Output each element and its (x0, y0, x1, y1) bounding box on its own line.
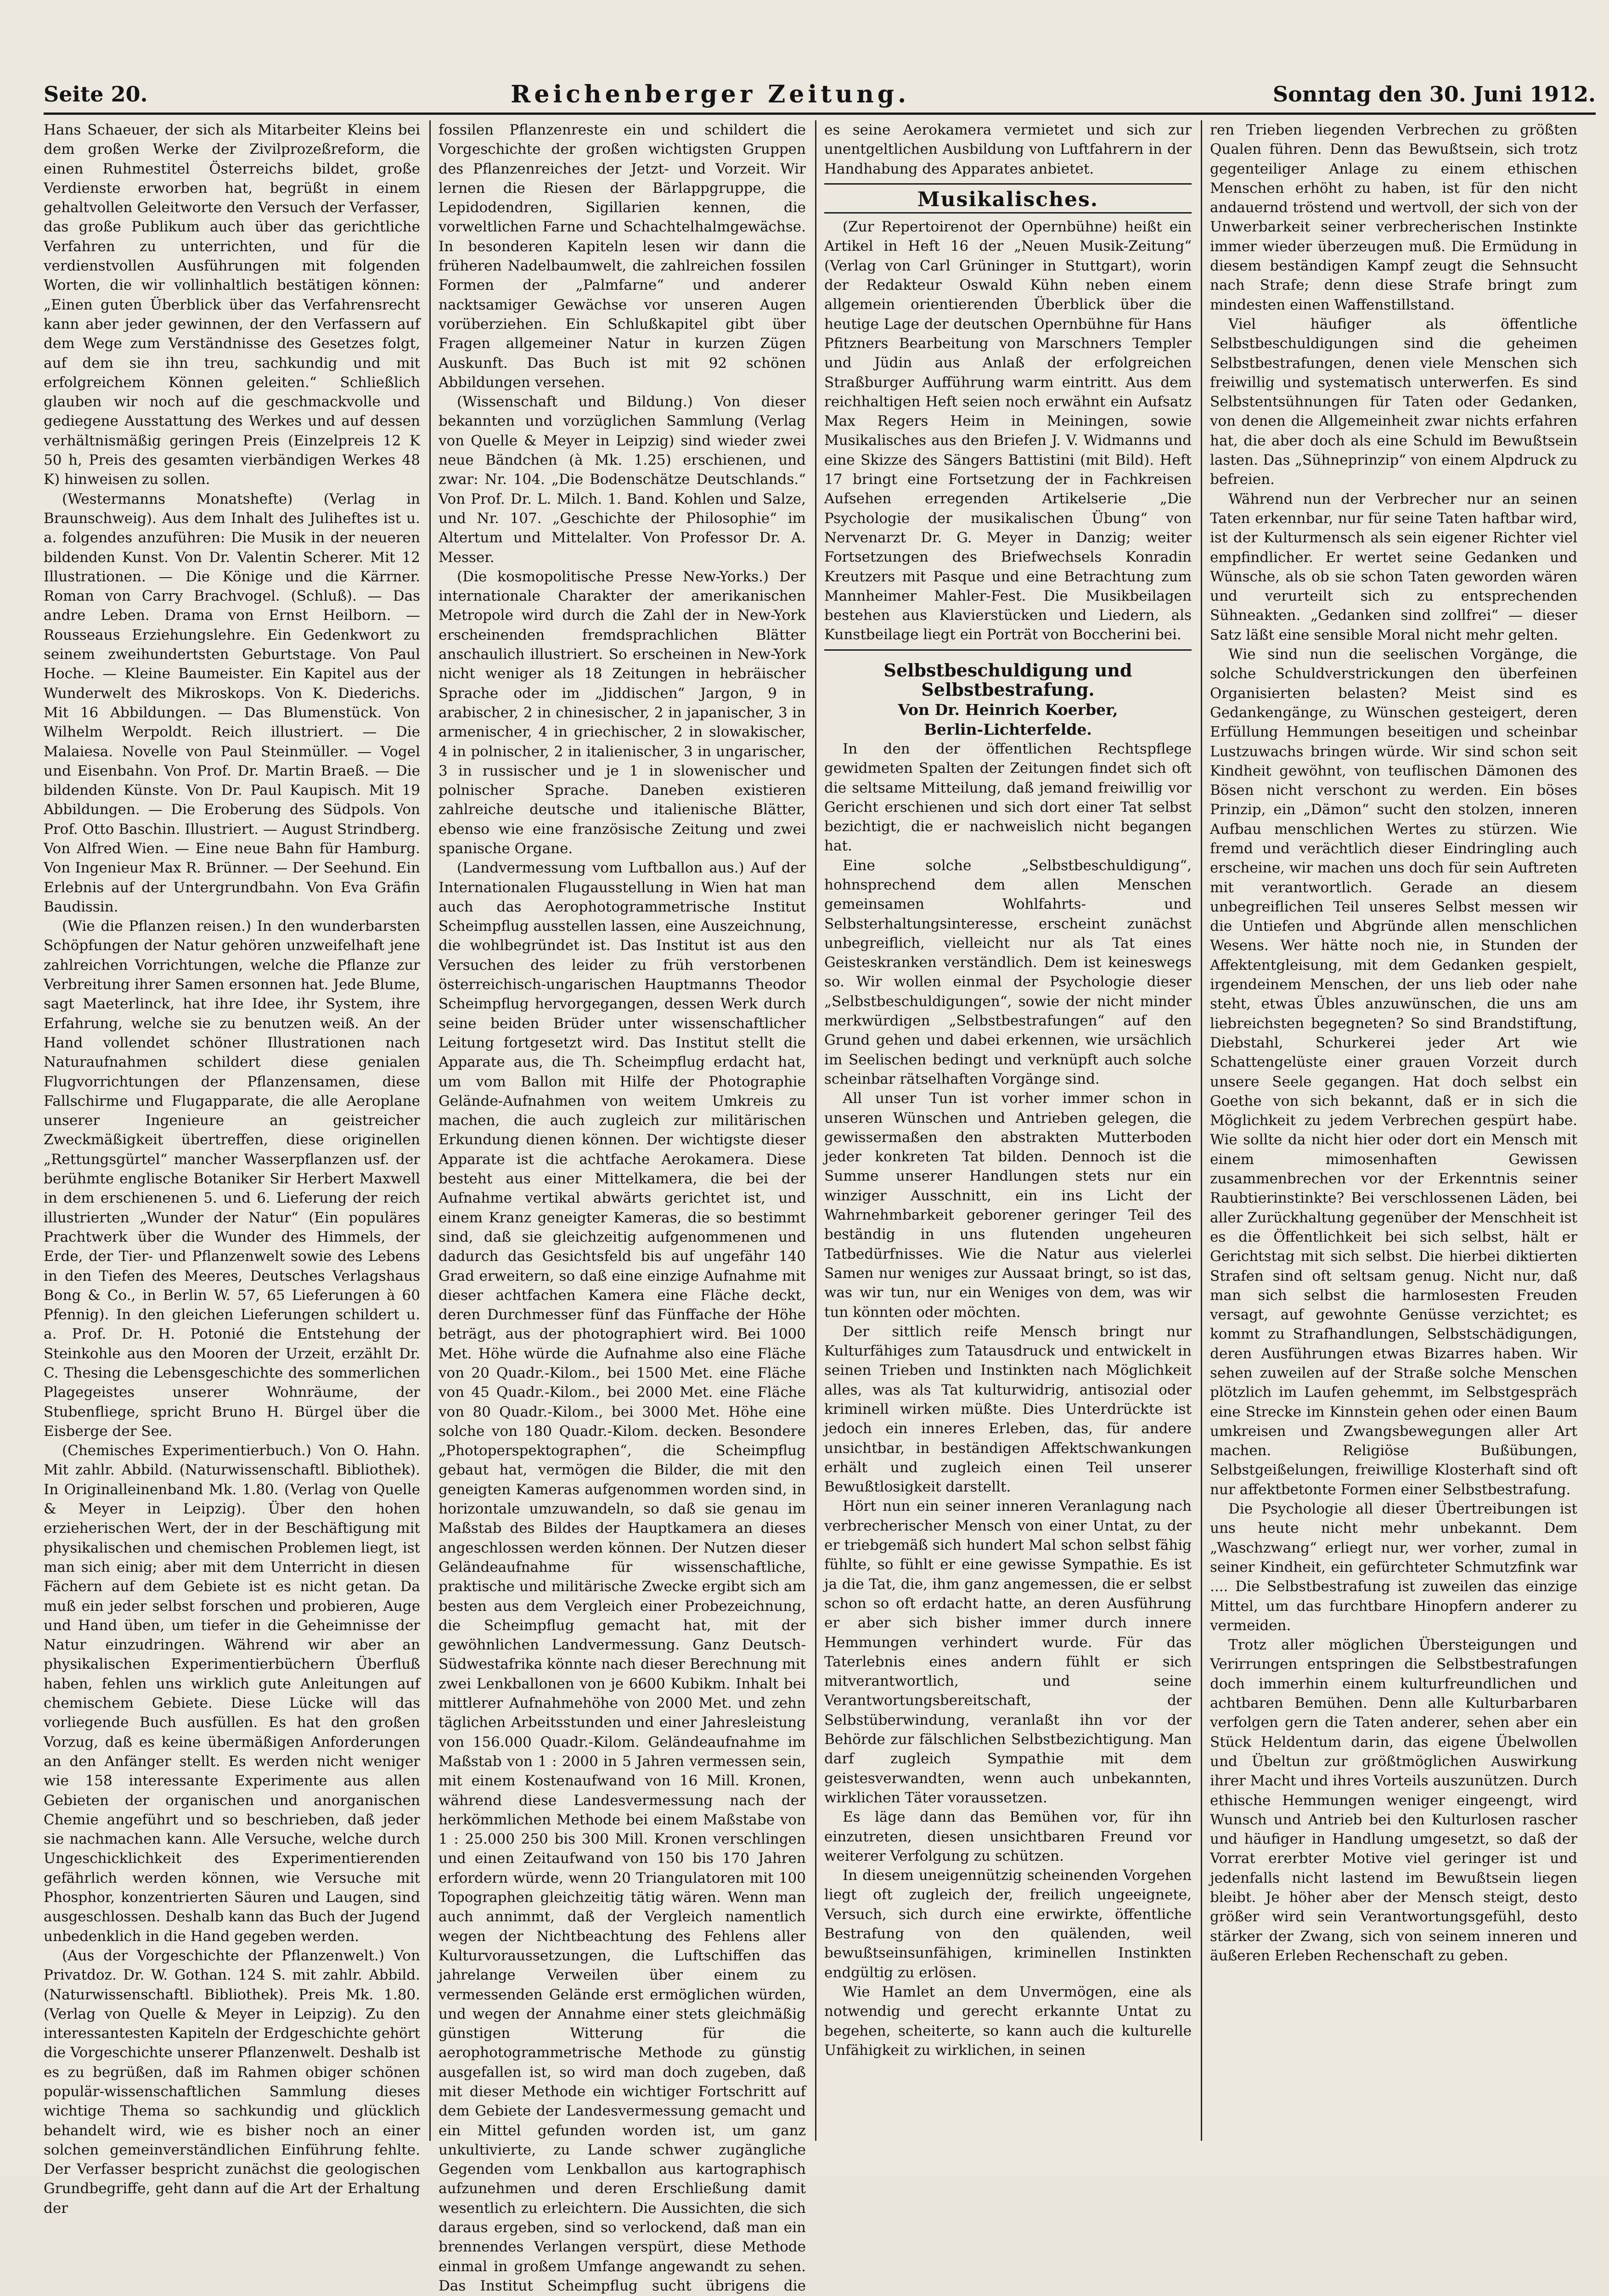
column-rule (815, 120, 816, 2141)
review-pflanzen-reisen: (Wie die Pflanzen reisen.) In den wunderbarsten Schöpfungen der Natur gehören unzweifelhaft jene zahlreichen Vorrichtungen, welche die Pflanze zur Verbreitung ihrer Samen ersonnen hat. Jede Blume, sagt Maeterlinck, hat ihre Idee, ihr System, ihre Erfahrung, welche sie zu benutzen weiß. An der Hand vollendet schöner Illustrationen nach Naturaufnahmen schildert diese genialen Flugvorrichtungen der Pflanzensamen, diese Fallschirme und Flugapparate, die alle Aeroplane unserer Ingenieure an geistreicher Zweckmäßigkeit übertreffen, diese originellen „Rettungsgürtel“ mancher Wasserpflanzen usf. der berühmte englische Botaniker Sir Herbert Maxwell in dem erschienenen 5. und 6. Lieferung der reich illustrierten „Wunder der Natur“ (Ein populäres Prachtwerk über die Wunder des Himmels, der Erde, der Tier- und Pflanzenwelt sowie des Lebens in den Tiefen des Meeres, Deutsches Verlagshaus Bong & Co., in Berlin W. 57, 65 Lieferungen à 60 Pfennig). In den gleichen Lieferungen schildert u. a. Prof. Dr. H. Potonié die Entstehung der Steinkohle aus den Mooren der Urzeit, erzählt Dr. C. Thesing die Lebensgeschichte des sommerlichen Plagegeistes unserer Wohnräume, der Stubenfliege, spricht Bruno H. Bürgel über die Eisberge der See. (44, 918, 420, 1440)
notice-landvermessung: (Landvermessung vom Luftballon aus.) Auf der Internationalen Flugausstellung in Wien hat man auch das Aerophotogrammetrische Institut Scheimpflug ausstellen lassen, eine Auszeichnung, die wohlbegründet ist. Das Institut ist aus den Versuchen des leider zu früh verstorbenen österreichisch-ungarischen Hauptmanns Theodor Scheimpflug hervorgegangen, dessen Werk durch seine beiden Brüder unter wissenschaftlicher Leitung fortgesetzt wird. Das Institut stellt die Apparate aus, die Th. Scheimpflug erdacht hat, um vom Ballon mit Hilfe der Photographie Gelände-Aufnahmen von weitem Umkreis zu machen, die auch zugleich zur militärischen Erkundung dienen können. Der wichtigste dieser Apparate ist die achtfache Aerokamera. Diese besteht aus einer Mittelkamera, die bei der Aufnahme vertikal abwärts gerichtet ist, und einem Kranz geneigter Kameras, die so bestimmt sind, daß sie gleichzeitig aufgenommenen und dadurch das Gesichtsfeld bis auf ungefähr 140 Grad erweitern, so daß eine einzige Aufnahme mit dieser achtfachen Kamera eine Fläche deckt, deren Durchmesser fünf das Fünffache der Höhe beträgt, aus der photographiert wird. Bei 1000 Met. Höhe würde die Aufnahme also eine Fläche von 20 Quadr.-Kilom., bei 1500 Met. eine Fläche von 45 Quadr.-Kilom., bei 2000 Met. eine Fläche von 80 Quadr.-Kilom., bei 3000 Met. Höhe eine solche von 180 Quadr.-Kilom. decken. Besondere „Photoperspektographen“, die Scheimpflug gebaut hat, vermögen die Bilder, die mit den geneigten Kameras aufgenommen worden sind, in horizontale umzuwandeln, so daß sie genau im Maßstab des Bildes der Hauptkamera an dieses angeschlossen werden können. Der Nutzen dieser Geländeaufnahme für wissenschaftliche, praktische und militärische Zwecke ergibt sich am besten aus dem Vergleich einer Probezeichnung, die Scheimpflug gemacht hat, mit der gewöhnlichen Landvermessung. Ganz Deutsch-Südwestafrika könnte nach dieser Berechnung mit zwei Lenkballonen von je 6600 Kubikm. Inhalt bei mittlerer Aufnahmehöhe von 2000 Met. und zehn täglichen Arbeitsstunden und einer Jahresleistung von 156.000 Quadr.-Kilom. Geländeaufnahme im Maßstab von 1 : 2000 in 5 Jahren vermessen sein, mit einem Kostenaufwand von 16 Mill. Kronen, während diese Landesvermessung nach der herkömmlichen Methode bei einem Maßstabe von 1 : 25.000 250 bis 300 Mill. Kronen verschlingen und einen Zeitaufwand von 150 bis 170 Jahren erfordern würde, wenn 20 Triangulatoren mit 100 Topographen gleichzeitig tätig wären. Wenn man auch annimmt, daß der Vergleich namentlich wegen der Nichtbeachtung des Fehlens aller Kulturvoraussetzungen, die Luftschiffen das jahrelange Verweilen über einem zu vermessenden Gelände erst ermöglichen würden, und wegen der Annahme einer stets gleichmäßig günstigen Witterung für die aerophotogrammetrische Methode zu günstig ausgefallen ist, so wird man doch zugeben, daß mit dieser Methode ein wichtiger Fortschritt auf dem Gebiete der Landesvermessung gemacht und ein Mittel gefunden worden ist, um ganz unkultivierte, zu Lande schwer zugängliche Gegenden vom Lenkballon aus kartographisch aufzunehmen und deren Erschließung damit wesentlich zu erleichtern. Die Aussichten, die sich daraus ergeben, sind so verlockend, daß man ein brennendes Verlangen verspürt, diese Methode einmal in großem Umfange angewandt zu sehen. Das Institut Scheimpflug sucht übrigens die (439, 860, 806, 2294)
column-rule (429, 120, 431, 2141)
page-header (44, 76, 1596, 115)
article-paragraph: Viel häufiger als öffentliche Selbstbeschuldigungen sind die geheimen Selbstbestrafungen, denen viele Menschen sich freiwillig und systematisch unterwerfen. Es sind Selbstentsühnungen für Taten oder Gedanken, von denen die Allgemeinheit zwar nichts erfahren hat, die aber doch als eine Schuld im Bewußtsein lasten. Das „Sühneprinzip“ von einem Alpdruck zu befreien. (1210, 315, 1577, 488)
column-3 (824, 120, 1192, 2159)
article-title: Selbstbeschuldigung und Selbstbestrafung. (883, 659, 1132, 700)
article-paragraph: Wie sind nun die seelischen Vorgänge, die solche Schuldverstrickungen den überfeinen Organisierten belasten? Meist sind es Gedankengänge, zu Wünschen gesteigert, deren Erfüllung Hemmungen beseitigen und scheinbar Lustzuwachs bringen würde. Wir sind schon seit Kindheit gewöhnt, von teuflischen Dämonen des Bösen nicht verschont zu werden. Ein böses Prinzip, ein „Dämon“ sucht den stolzen, inneren Aufbau menschlichen Wertes zu stürzen. Wie fremd und verächtlich dieser Eindringling auch erscheine, wir machen uns doch für sein Auftreten mit verantwortlich. Gerade an diesem unbegreiflichen Teil unseres Selbst messen wir die Untiefen und Abgründe allen menschlichen Wesens. Wer hätte noch nie, in Stunden der Affektentgleisung, mit dem Gedanken gespielt, irgendeinem Menschen, der uns lieb oder nahe steht, etwas Übles anzuwünschen, die uns am liebreichsten begegneten? So sind Brandstiftung, Diebstahl, Schurkerei jeder Art wie Schattengelüste einer grauen Vorzeit durch unsere Seele gegangen. Hat doch selbst ein Goethe von sich bekannt, daß er in sich die Möglichkeit zu jedem Verbrechen gespürt habe. Wie sollte da nicht hier oder dort ein Mensch mit einem mimosenhaften Gewissen zusammenbrechen vor der Erkenntnis seiner Raubtierinstinkte? Bei verschlossenen Läden, bei aller Zurückhaltung gegenüber der Menschheit ist es die Öffentlichkeit bei sich selbst, hält er Gerichtstag mit sich selbst. Die hierbei diktierten Strafen sind oft seltsam genug. Nicht nur, daß man sich selbst die harmlosesten Freuden versagt, auf gewohnte Genüsse verzichtet; es kommt zu Strafhandlungen, Selbstschädigungen, deren Ausführungen etwas Bizarres haben. Wir sehen zuweilen auf der Straße solche Menschen plötzlich im Laufen gehemmt, im Selbstgespräch eine Strecke im Kinnstein gehen oder einen Baum umkreisen und Zwangsbewegungen aller Art machen. Religiöse Bußübungen, Selbstgeißelungen, freiwillige Klosterhaft sind oft nur affektbetonte Formen einer Selbstbestrafung. (1210, 646, 1577, 1498)
article-paragraph: Hört nun ein seiner inneren Veranlagung nach verbrecherischer Mensch von einer Untat, zu der er triebgemäß sich hundert Mal schon selbst fähig fühlte, so fühlt er eine gewisse Sympathie. Es ist ja die Tat, die, ihm ganz angemessen, die er selbst schon so oft erdacht hatte, an deren Ausführung er aber sich bisher immer durch innere Hemmungen verhindert wurde. Für das Taterlebnis eines andern fühlt er sich mitverantwortlich, und seine Verantwortungsbereitschaft, der Selbstüberwindung, veranlaßt ihn vor der Behörde zur fälschlichen Selbstbezichtigung. Man darf zugleich Sympathie mit dem geistesverwandten, wenn auch unbekannten, wirklichen Täter voraussetzen. (824, 1498, 1192, 1806)
article-paragraph: Die Psychologie all dieser Übertreibungen ist uns heute nicht mehr unbekannt. Dem „Waschzwang“ erliegt nur, wer vorher, zumal in seiner Kindheit, ein gefürchteter Schmutzfink war .... Die Selbstbestrafung ist zuweilen das einzige Mittel, um das furchtbare Hinopfern anderer zu vermeiden. (1210, 1501, 1577, 1634)
section-heading-musik: Musikalisches. (824, 190, 1192, 214)
article-paragraph: ren Trieben liegenden Verbrechen zu größten Qualen führen. Denn das Bewußtsein, sich trotz gegenteiliger Anlage zu einem ethischen Menschen erhöht zu haben, ist für den nicht andauernd tröstend und wertvoll, der sich von der Unwerbarkeit seiner verbrecherischen Instinkte immer wieder überzeugen muß. Die Ermüdung in diesem beständigen Kampf zeugt die Sehnsucht nach Strafe; denn diese Strafe bringt zum mindesten einen Waffenstillstand. (1210, 122, 1577, 313)
article-paragraph: In diesem uneigennützig scheinenden Vorgehen liegt oft zugleich der, freilich ungeeignete, Versuch, sich durch eine erwirkte, öffentliche Bestrafung von den quälenden, weil bewußtseinsunfähigen, kriminellen Instinkten endgültig zu erlösen. (824, 1867, 1192, 1981)
review-westermann: (Westermanns Monatshefte) (Verlag in Braunschweig). Aus dem Inhalt des Juliheftes ist u. a. folgendes anzuführen: Die Musik in der neueren bildenden Kunst. Von Dr. Valentin Scherer. Mit 12 Illustrationen. — Die Könige und die Kärrner. Roman von Carry Brachvogel. (Schluß). — Das andre Leben. Drama von Ernst Heilborn. — Rousseaus Erziehungslehre. Ein Gedenkwort zu seinem zweihundertsten Geburtstage. Von Paul Hoche. — Kleine Baumeister. Ein Kapitel aus der Wunderwelt des Mikroskops. Von K. Diederichs. Mit 16 Abbildungen. — Das Blumenstück. Von Wilhelm Werpoldt. Reich illustriert. — Die Malaiesa. Novelle von Paul Steinmüller. — Vogel und Eisenbahn. Von Prof. Dr. Martin Braeß. — Die bildenden Künste. Von Dr. Paul Kaupisch. Mit 19 Abbildungen. — Die Eroberung des Südpols. Von Prof. Otto Baschin. Illustriert. — August Strindberg. Von Alfred Wien. — Eine neue Bahn für Hamburg. Von Ingenieur Max R. Brünner. — Der Seehund. Ein Erlebnis auf der Untergrundbahn. Von Eva Gräfin Baudissin. (44, 490, 421, 915)
notice-repertoirenot: (Zur Repertoirenot der Opernbühne) heißt ein Artikel in Heft 16 der „Neuen Musik-Zeitung“ (Verlag von Carl Grüninger in Stuttgart), worin der Redakteur Oswald Kühn neben einem allgemein orientierenden Überblick über die heutige Lage der deutschen Opernbühne für Hans Pfitzners Bearbeitung von Marschners Templer und Jüdin aus Anlaß der erfolgreichen Straßburger Aufführung warm eintritt. Aus dem reichhaltigen Heft seien noch erwähnt ein Aufsatz Max Regers Heim in Meiningen, sowie Musikalisches aus den Briefen J. V. Widmanns und eine Skizze des Sängers Battistini (mit Bild). Heft 17 bringt eine Fortsetzung der in Fachkreisen Aufsehen erregenden Artikelserie „Die Psychologie der musikalischen Übung“ von Nervenarzt Dr. G. Meyer in Danzig; weiter Fortsetzungen des Briefwechsels Konradin Kreutzers mit Pasque und eine Betrachtung zum Mannheimer Mahler-Fest. Die Musikbeilagen bestehen aus Klavierstücken und Liedern, als Kunstbeilage liegt ein Porträt von Boccherini bei. (824, 219, 1192, 643)
divider (824, 183, 1192, 185)
article-author-location: Berlin-Lichterfelde. (924, 720, 1092, 738)
column-2 (439, 120, 806, 2294)
divider (824, 649, 1192, 651)
article-paragraph: All unser Tun ist vorher immer schon in unseren Wünschen und Antrieben gelegen, die gewissermaßen den abstrakten Mutterboden jeder konkreten Tat bilden. Dennoch ist die Summe unserer Handlungen stets nur ein winziger Ausschnitt, ein ins Licht der Wahrnehmbarkeit geborener geringer Teil des beständig in uns flutenden ungeheuren Tatbedürfnisses. Wie die Natur aus vielerlei Samen nur weniges zur Aussaat bringt, so ist das, was wir tun, nur ein Weniges von dem, was wir tun könnten oder möchten. (824, 1090, 1192, 1321)
paragraph: Hans Schaeuer, der sich als Mitarbeiter Kleins bei dem großen Werke der Zivilprozeßreform, die einen Ruhmestitel Österreichs bildet, große Verdienste erworben hat, begrüßt in einem gehaltvollen Geleitworte den Versuch der Verfasser, das große Publikum auch über das gerichtliche Verfahren zu unterrichten, und für die verdienstvollen Ausführungen mit folgenden Worten, die wir vollinhaltlich bestätigen können: „Einen guten Überblick über das Verfahrensrecht kann aber jeder gewinnen, der den Verfassern auf dem Wege zum Verständnisse des Gesetzes folgt, auf dem sie ihn treu, sachkundig und mit erfolgreichem Können geleiten.“ Schließlich glauben wir noch auf die geschmackvolle und gediegene Ausstattung des Werkes und auf dessen verhältnismäßig geringen Preis (Einzelpreis 12 K 50 h, Preis des gesamten vierbändigen Werkes 48 K) hinweisen zu sollen. (44, 122, 420, 488)
article-paragraph: Während nun der Verbrecher nur an seinen Taten erkennbar, nur für seine Taten haftbar wird, ist der Kulturmensch als sein eigener Richter viel empfindlicher. Er wertet seine Gedanken und Wünsche, als ob sie schon Taten geworden wären und verurteilt sich zu entsprechenden Sühneakten. „Gedanken sind zollfrei“ — dieser Satz läßt eine sensible Moral nicht mehr gelten. (1210, 490, 1577, 643)
article-paragraph: Trotz aller möglichen Übersteigungen und Verirrungen entspringen die Selbstbestrafungen doch immerhin einem kulturfreundlichen und achtbaren Bemühen. Denn alle Kulturbarbaren verfolgen gern die Taten anderer, sehen aber ein Stück Heldentum darin, das eigene Übelwollen und Übeltun zur größtmöglichen Auswirkung ihrer Macht und ihres Vorteils auszunützen. Durch ethische Hemmungen weniger eingeengt, wird Wunsch und Antrieb bei den Kulturlosen rascher und häufiger in Handlung umgesetzt, so daß der Vorrat ererbter Motive viel geringer ist und jedenfalls nicht lastend im Bewußtsein liegen bleibt. Je höher aber der Mensch steigt, desto größer wird sein Verantwortungsgefühl, desto stärker der Zwang, sich von seinem inneren und äußeren Erleben Rechenschaft zu geben. (1210, 1637, 1577, 1964)
article-paragraph: In den der öffentlichen Rechtspflege gewidmeten Spalten der Zeitungen findet sich oft die seltsame Mitteilung, daß jemand freiwillig vor Gericht erschienen und sich dort einer Tat selbst bezichtigt, die er nachweislich nicht begangen hat. (824, 740, 1192, 855)
paragraph: fossilen Pflanzenreste ein und schildert die Vorgeschichte der großen wichtigsten Gruppen des Pflanzenreiches der Jetzt- und Vorzeit. Wir lernen die Riesen der Bärlappgruppe, die Lepidodendren, Sigillarien kennen, die vorweltlichen Farne und Schachtelhalmgewächse. In besonderen Kapiteln lesen wir dann die früheren Nadelbaumwelt, die zahlreichen fossilen Formen der „Palmfarne“ und anderer nacktsamiger Gewächse vor unseren Augen vorüberziehen. Ein Schlußkapitel gibt über Fragen allgemeiner Natur in kurzen Zügen Auskunft. Das Buch ist mit 92 schönen Abbildungen versehen. (439, 122, 806, 391)
issue-date: Sonntag den 30. Juni 1912. (1272, 82, 1596, 107)
article-paragraph: Eine solche „Selbstbeschuldigung“, hohnsprechend dem allen Menschen gemeinsamen Wohlfahrts- und Selbsterhaltungsinteresse, erscheint zunächst unbegreiflich, vielleicht nur als Tat eines Geisteskranken verständlich. Dem ist keineswegs so. Wir wollen einmal der Psychologie dieser „Selbstbeschuldigungen“, sowie der nicht minder merkwürdigen „Selbstbestrafungen“ auf den Grund gehen und dabei erkennen, wie ursächlich im Seelischen bedingt und verknüpft auch solche scheinbar rätselhaften Vorgänge sind. (824, 857, 1192, 1087)
article-paragraph: Wie Hamlet an dem Unvermögen, eine als notwendig und gerecht erkannte Untat zu begehen, scheiterte, so kann auch die kulturelle Unfähigkeit zu wirklichen, in seinen (824, 1983, 1192, 2059)
newspaper-title: Reichenberger Zeitung. (511, 80, 910, 108)
page-number: Seite 20. (44, 82, 148, 107)
review-vorgeschichte: (Aus der Vorgeschichte der Pflanzenwelt.) Von Privatdoz. Dr. W. Gothan. 124 S. mit zahlr. Abbild. (Naturwissenschaftl. Bibliothek). Preis Mk. 1.80. (Verlag von Quelle & Meyer in Leipzig). Zu den interessantesten Kapiteln der Erdgeschichte gehört die Vorgeschichte unserer Pflanzenwelt. Deshalb ist es zu begrüßen, daß im Rahmen obiger schönen populär-wissenschaftlichen Sammlung dieses wichtige Thema so sachkundig und glücklich behandelt wird, wie es bisher noch an einer solchen gemeinverständlichen Einführung fehlte. Der Verfasser bespricht zunächst die geologischen Grundbegriffe, geht dann auf die Art der Erhaltung der (44, 1947, 420, 2217)
article-paragraph: Es läge dann das Bemühen vor, für ihn einzutreten, diesen unsichtbaren Freund vor weiterer Verfolgung zu schützen. (824, 1809, 1192, 1864)
article-author: Von Dr. Heinrich Koerber, (898, 701, 1118, 719)
review-wissenschaft-bildung: (Wissenschaft und Bildung.) Von dieser bekannten und vorzüglichen Sammlung (Verlag von Quelle & Meyer in Leipzig) sind wieder zwei neue Bändchen (à Mk. 1.25) erschienen, und zwar: Nr. 104. „Die Bodenschätze Deutschlands.“ Von Prof. Dr. L. Milch. 1. Band. Kohlen und Salze, und Nr. 107. „Geschichte der Philosophie“ im Altertum und Mittelalter. Von Professor Dr. A. Messer. (439, 394, 806, 566)
review-experimentierbuch: (Chemisches Experimentierbuch.) Von O. Hahn. Mit zahlr. Abbild. (Naturwissenschaftl. Bibliothek). In Originalleinenband Mk. 1.80. (Verlag von Quelle & Meyer in Leipzig). Über den hohen erzieherischen Wert, der in der Beschäftigung mit physikalischen und chemischen Problemen liegt, ist man sich einig; aber mit dem Unterricht in diesen Fächern auf dem Gebiete ist es nicht getan. Da muß ein jeder selbst forschen und probieren, Auge und Hand üben, um tiefer in die Geheimnisse der Natur einzudringen. Während wir aber an physikalischen Experimentierbüchern Überfluß haben, fehlen uns wirklich gute Anleitungen auf chemischem Gebiete. Diese Lücke will das vorliegende Buch ausfüllen. Es hat den großen Vorzug, daß es keine übermäßigen Anforderungen an den Anfänger stellt. Es werden nicht weniger wie 158 interessante Experimente aus allen Gebieten der organischen und anorganischen Chemie angeführt und so beschrieben, daß jeder sie nachmachen kann. Alle Versuche, welche durch Ungeschicklichkeit des Experimentierenden gefährlich werden können, wie Versuche mit Phosphor, konzentrierten Säuren und Laugen, sind ausgeschlossen. Deshalb kann das Buch der Jugend unbedenklich in die Hand gegeben werden. (44, 1442, 420, 1945)
column-1 (44, 120, 421, 2217)
column-4 (1210, 120, 1577, 2159)
paragraph: es seine Aerokamera vermietet und sich zur unentgeltlichen Ausbildung von Luftfahrern in der Handhabung des Apparates anbietet. (824, 122, 1192, 177)
column-rule (1201, 120, 1202, 2141)
article-paragraph: Der sittlich reife Mensch bringt nur Kulturfähiges zum Tatausdruck und entwickelt in seinen Trieben und Instinkten nach Möglichkeit alles, was als Tat kulturwidrig, antisozial oder kriminell wirken müßte. Dies Unterdrückte ist jedoch ein inneres Erleben, das, für andere unsichtbar, in beständigen Affektschwankungen erhält und zugleich einen Teil unserer Bewußtlosigkeit darstellt. (824, 1323, 1192, 1496)
notice-presse-new-york: (Die kosmopolitische Presse New-Yorks.) Der internationale Charakter der amerikanischen Metropole wird durch die Zahl der in New-York erscheinenden fremdsprachlichen Blätter anschaulich illustriert. So erscheinen in New-York nicht weniger als 18 Zeitungen in hebräischer Sprache oder im „Jiddischen“ Jargon, 9 in arabischer, 2 in chinesischer, 2 in japanischer, 3 in armenischer, 4 in griechischer, 2 in slowakischer, 4 in polnischer, 2 in italienischer, 3 in ungarischer, 3 in russischer und je 1 in slowenischer und polnischer Sprache. Daneben existieren zahlreiche deutsche und italienische Blätter, ebenso wie eine französische Zeitung und zwei spanische Organe. (439, 568, 806, 857)
